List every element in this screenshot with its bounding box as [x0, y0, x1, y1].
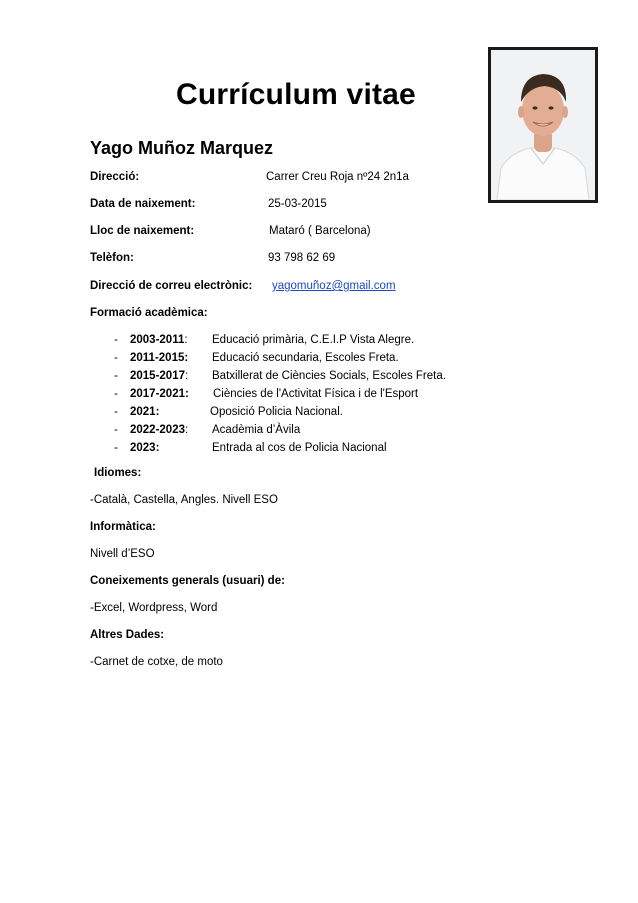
other-data-heading: Altres Dades:: [90, 629, 165, 641]
general-knowledge-text: -Excel, Wordpress, Word: [90, 602, 218, 614]
profile-photo: [488, 47, 598, 203]
education-years: 2003-2011:: [130, 334, 188, 346]
list-dash: -: [114, 442, 118, 454]
education-years: 2011-2015:: [130, 352, 189, 364]
education-years: 2022-2023:: [130, 424, 189, 436]
education-description: Oposició Policia Nacional.: [210, 406, 343, 418]
candidate-name: Yago Muñoz Marquez: [90, 138, 274, 158]
list-dash: -: [114, 352, 118, 364]
birth-date-label: Data de naixement:: [90, 198, 196, 210]
address-row: [90, 171, 409, 183]
list-dash: -: [114, 334, 118, 346]
phone-label: Telèfon:: [90, 252, 134, 264]
birth-place-value: Mataró ( Barcelona): [269, 225, 371, 237]
birth-place-row: [90, 225, 371, 237]
other-data-text: -Carnet de cotxe, de moto: [90, 656, 223, 668]
education-description: Acadèmia d’Àvila: [212, 424, 301, 436]
education-years: 2021:: [130, 406, 160, 418]
education-years: 2015-2017:: [130, 370, 189, 382]
list-dash: -: [114, 406, 118, 418]
address-label: Direcció:: [90, 171, 140, 183]
email-link[interactable]: yagomuñoz@gmail.com: [272, 280, 396, 292]
education-years: 2023:: [130, 442, 160, 454]
education-description: Educació secundaria, Escoles Freta.: [212, 352, 399, 364]
person-portrait-icon: [491, 50, 595, 200]
birth-date-row: [90, 198, 327, 210]
birth-date-value: 25-03-2015: [268, 198, 327, 210]
education-description: Educació primària, C.E.I.P Vista Alegre.: [212, 334, 415, 346]
birth-place-label: Lloc de naixement:: [90, 225, 195, 237]
list-dash: -: [114, 370, 118, 382]
document-title: Currículum vitae: [176, 78, 416, 111]
phone-value: 93 798 62 69: [268, 252, 336, 264]
education-years: 2017-2021:: [130, 388, 189, 400]
list-dash: -: [114, 388, 118, 400]
languages-text: -Català, Castella, Angles. Nivell ESO: [90, 494, 278, 506]
education-description: Entrada al cos de Policia Nacional: [212, 442, 387, 454]
phone-row: [90, 252, 336, 264]
computing-text: Nivell d’ESO: [90, 548, 155, 560]
general-knowledge-heading: Coneixements generals (usuari) de:: [90, 575, 285, 587]
computing-heading: Informàtica:: [90, 521, 156, 533]
education-description: Ciències de l'Activitat Física i de l'Esport: [213, 388, 419, 400]
email-label: Direcció de correu electrònic:: [90, 280, 253, 292]
email-row: [90, 280, 396, 292]
education-heading: Formació acadèmica:: [90, 307, 208, 319]
address-value: Carrer Creu Roja nº24 2n1a: [266, 171, 409, 183]
education-description: Batxillerat de Ciències Socials, Escoles Freta.: [212, 370, 446, 382]
list-dash: -: [114, 424, 118, 436]
languages-heading: Idiomes:: [94, 467, 142, 479]
